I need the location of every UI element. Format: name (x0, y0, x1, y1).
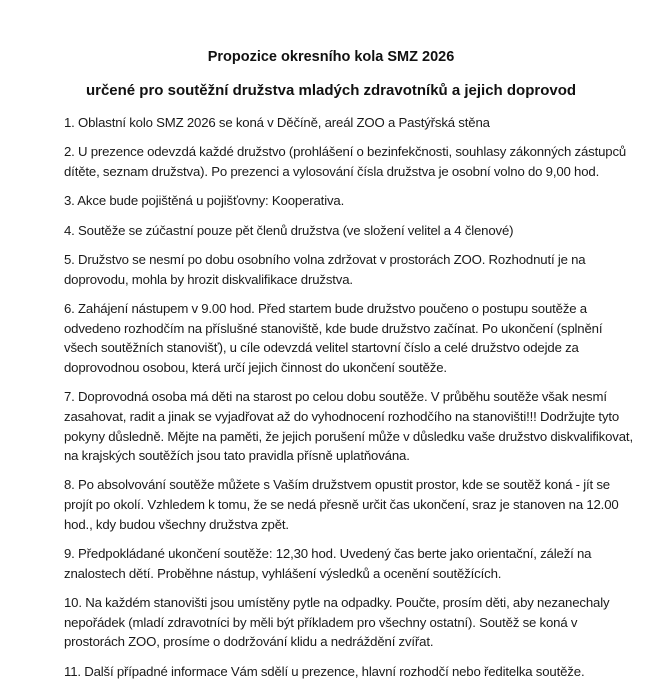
paragraph-10: 10. Na každém stanovišti jsou umístěny pytle na odpadky. Poučte, prosím děti, aby nezanechaly nepořádek (mladí zdravotníci by měli být příkladem pro všechny ostatní). Soutěž se koná v prostorách ZOO, prosíme o dodržování klidu a nedráždění zvířat. (64, 595, 610, 650)
paragraph-4: 4. Soutěže se zúčastní pouze pět členů družstva (ve složení velitel a 4 členové) (64, 222, 514, 238)
paragraph-7: 7. Doprovodná osoba má děti na starost po celou dobu soutěže. V průběhu soutěže však nesmí zasahovat, radit a jinak se vyjadřovat až do vyhodnocení rozhodčího na stanovišti!!! Dodržujte tyto pokyny důsledně. Mějte na paměti, že jejich porušení může v důsledku vaše družstvo diskvalifikovat, na krajských soutěžích jsou tato pravidla přísně uplatňována. (64, 389, 633, 464)
document-subtitle: určené pro soutěžní družstva mladých zdravotníků a jejich doprovod (85, 82, 577, 99)
paragraph-3: 3. Akce bude pojištěná u pojišťovny: Kooperativa. (64, 193, 345, 209)
document-body (64, 113, 636, 691)
paragraph-5: 5. Družstvo se nesmí po dobu osobního volna zdržovat v prostorách ZOO. Rozhodnutí je na doprovodu, mohla by hrozit diskvalifikace družstva. (64, 252, 586, 287)
paragraph-9: 9. Předpokládané ukončení soutěže: 12,30 hod. Uvedený čas berte jako orientační, záleží na znalostech dětí. Proběhne nástup, vyhlášení výsledků a ocenění soutěžících. (64, 546, 592, 581)
document-title: Propozice okresního kola SMZ 2026 (207, 49, 455, 65)
paragraph-2: 2. U prezence odevzdá každé družstvo (prohlášení o bezinfekčnosti, souhlasy zákonných zástupců dítěte, seznam družstva). Po prezenci a vylosování čísla družstva je osobní volno do 9,00 hod. (64, 144, 627, 179)
paragraph-1: 1. Oblastní kolo SMZ 2026 se koná v Děčíně, areál ZOO a Pastýřská stěna (64, 115, 490, 130)
paragraph-11: 11. Další případné informace Vám sdělí u prezence, hlavní rozhodčí nebo ředitelka soutěže. (64, 663, 585, 679)
paragraph-8: 8. Po absolvování soutěže můžete s Vaším družstvem opustit prostor, kde se soutěž koná - jít se projít po okolí. Vzhledem k tomu, že se nedá přesně určit čas ukončení, sraz je stanoven na 12.00 hod., kdy budou všechny družstva zpět. (64, 477, 619, 532)
paragraph-6: 6. Zahájení nástupem v 9.00 hod. Před startem bude družstvo poučeno o postupu soutěže a odvedeno rozhodčím na příslušné stanoviště, kde bude družstvo začínat. Po ukončení (splnění všech soutěžních stanovišť), u cíle odevzdá velitel startovní číslo a celé družstvo odejde za doprovodnou osobou, která určí jejich činnost do ukončení soutěže. (64, 301, 603, 375)
